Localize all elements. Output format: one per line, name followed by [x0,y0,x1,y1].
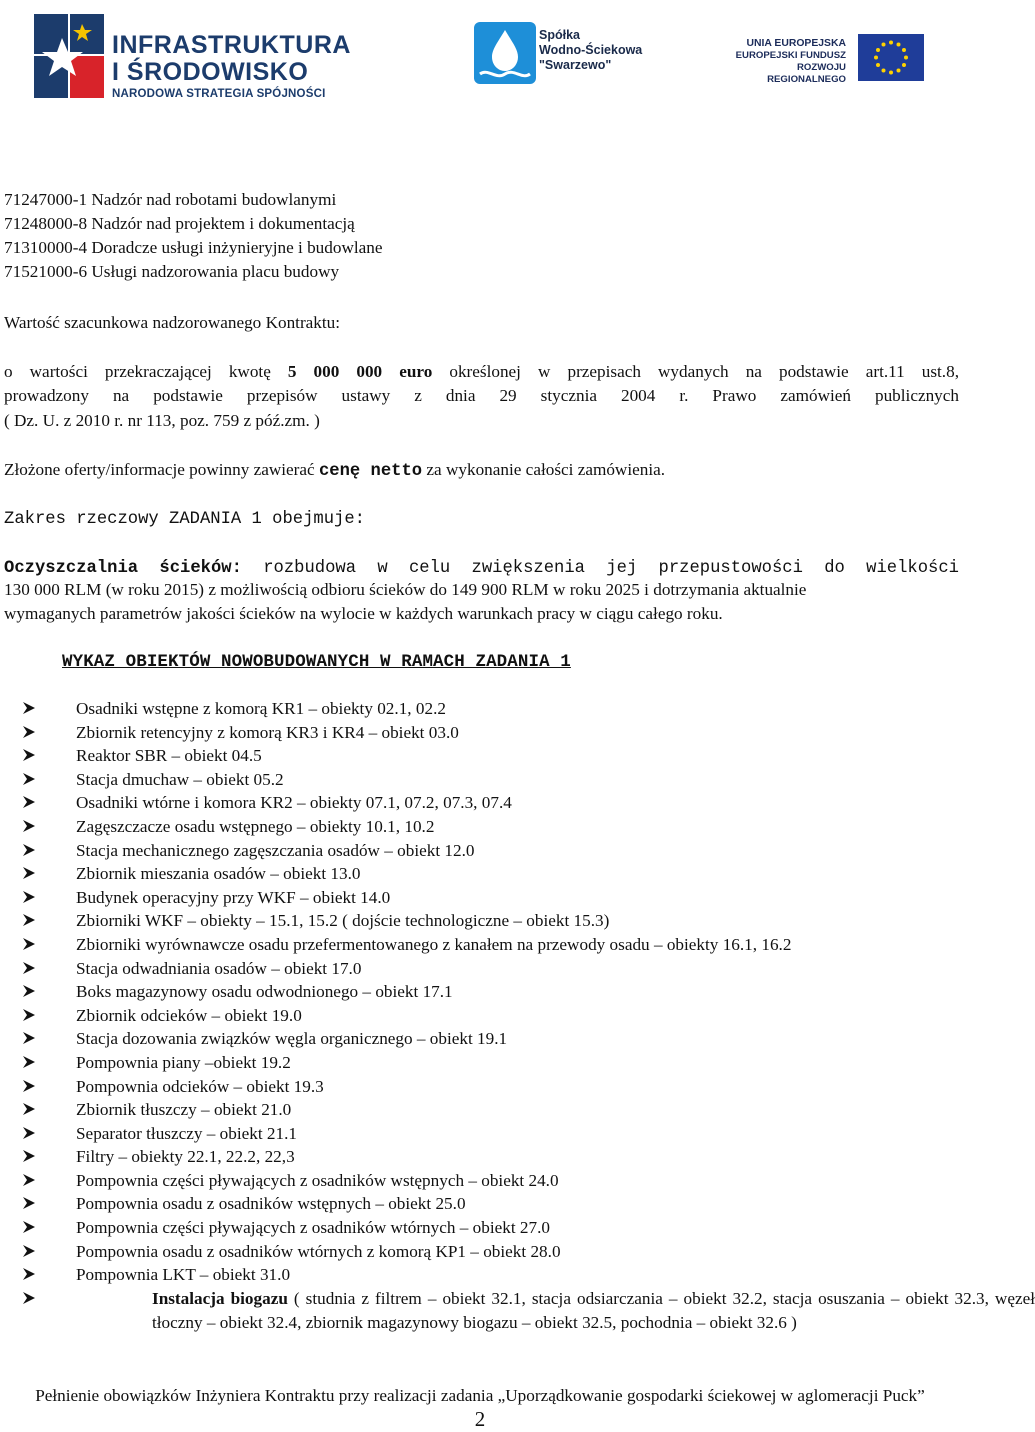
list-item [0,1240,960,1264]
list-item [0,1027,960,1051]
arrow-bullet-icon [22,913,36,927]
eu-star-icon [902,48,906,52]
list-item [0,839,960,863]
arrow-bullet-icon [22,1244,36,1258]
list-item-text: Stacja odwadniania osadów – obiekt 17.0 [76,958,362,978]
list-item [0,1098,960,1122]
arrow-bullet-icon [22,961,36,975]
cpv-code-1: 71247000-1 Nadzór nad robotami budowlanymi [4,190,337,209]
logo-is-line2: I ŚRODOWISKO [112,58,309,86]
list-item-text: Zbiorniki wyrównawcze osadu przefermentowanego z kanałem na przewody osadu – obiekty 16.1, 16.2 [76,934,792,954]
list-item [0,980,960,1004]
value-line-1a: o wartości przekraczającej kwotę [4,362,288,381]
eu-star-icon [876,63,880,67]
list-item [0,957,960,981]
arrow-bullet-icon [22,1291,36,1305]
arrow-bullet-icon [22,1149,36,1163]
eu-star-icon [902,63,906,67]
arrow-bullet-icon [22,937,36,951]
list-item-text [152,1287,1035,1335]
value-line-3: ( Dz. U. z 2010 r. nr 113, poz. 759 z póź.zm. ) [4,411,320,430]
list-item-text: Osadniki wtórne i komora KR2 – obiekty 07.1, 07.2, 07.3, 07.4 [76,793,512,813]
list-item [0,933,960,957]
poland-flag-star-icon [32,10,107,102]
scope-heading: Zakres rzeczowy ZADANIA 1 obejmuje: [4,510,365,529]
logo-is-line3: NARODOWA STRATEGIA SPÓJNOŚCI [112,88,326,100]
list-item-text: Zbiornik mieszania osadów – obiekt 13.0 [76,864,361,884]
arrow-bullet-icon [22,1031,36,1045]
offers-note-a: Złożone oferty/informacje powinny zawierać [4,460,319,479]
biogas-title: Instalacja biogazu [152,1288,288,1308]
list-item-text: Pompownia części pływających z osadników wtórnych – obiekt 27.0 [76,1218,550,1238]
objects-list-heading: WYKAZ OBIEKTÓW NOWOBUDOWANYCH W RAMACH ZADANIA 1 [62,652,571,672]
list-item-text: Budynek operacyjny przy WKF – obiekt 14.0 [76,887,391,907]
list-item-text: Stacja mechanicznego zagęszczania osadów – obiekt 12.0 [76,840,475,860]
list-item-text: Osadniki wstępne z komorą KR1 – obiekty 02.1, 02.2 [76,699,446,718]
arrow-bullet-icon [22,866,36,880]
list-item-text: Pompownia osadu z osadników wstępnych – obiekt 25.0 [76,1194,466,1214]
scope-line-2: 130 000 RLM (w roku 2015) z możliwością odbioru ścieków do 149 900 RLM w roku 2025 i dotrzymania aktualnie [4,580,807,599]
arrow-bullet-icon [22,1220,36,1234]
arrow-bullet-icon [22,1102,36,1116]
list-item [0,815,960,839]
arrow-bullet-icon [22,843,36,857]
arrow-bullet-icon [22,795,36,809]
list-item-text: Stacja dozowania związków węgla organicznego – obiekt 19.1 [76,1029,508,1049]
scope-line-1-text: rozbudowa w celu zwiększenia jej przepustowości do wielkości [241,559,959,578]
offers-note-b: za wykonanie całości zamówienia. [422,460,666,479]
list-item [0,1122,960,1146]
biogas-details: ( studnia z filtrem – obiekt 32.1, stacja odsiarczania – obiekt 32.2, stacja osuszania – obiekt 32.3, węzeł tłoczny – obiekt 32.4, zbiornik magazynowy biogazu – obiekt 32.5, pochodnia – obiekt 32.6 ) [152,1288,1035,1332]
eu-star-icon [904,56,908,60]
list-item-text: Filtry – obiekty 22.1, 22.2, 22,3 [76,1147,295,1167]
scope-subject: Oczyszczalnia ścieków: [4,559,242,578]
list-item-text: Reaktor SBR – obiekt 04.5 [76,746,262,766]
list-item-text: Zbiornik retencyjny z komorą KR3 i KR4 – obiekt 03.0 [76,722,459,742]
arrow-bullet-icon [22,819,36,833]
cpv-code-3: 71310000-4 Doradcze usługi inżynieryjne i budowlane [4,238,383,257]
list-item [0,791,960,815]
arrow-bullet-icon [22,1196,36,1210]
arrow-bullet-icon [22,772,36,786]
eu-star-icon [874,56,878,60]
list-item [0,1192,960,1216]
list-item-text: Separator tłuszczy – obiekt 21.1 [76,1123,297,1143]
eu-star-icon [897,43,901,47]
eu-fund-logo [726,26,926,86]
list-item [0,1145,960,1169]
logo-eu-line1: UNIA EUROPEJSKA [746,38,846,49]
eu-star-icon [897,68,901,72]
water-drop-icon [474,22,536,84]
list-item-text: Zagęszczacze osadu wstępnego – obiekty 10.1, 10.2 [76,816,435,836]
eu-star-icon [876,48,880,52]
list-item [0,909,960,933]
arrow-bullet-icon [22,701,36,715]
list-item [0,721,960,745]
list-item-text: Pompownia części pływających z osadników wstępnych – obiekt 24.0 [76,1170,559,1190]
arrow-bullet-icon [22,1008,36,1022]
list-item-text: Zbiornik odcieków – obiekt 19.0 [76,1005,302,1025]
list-item [0,744,960,768]
objects-list [0,697,1035,1335]
list-item [0,1051,960,1075]
arrow-bullet-icon [22,1055,36,1069]
value-label: Wartość szacunkowa nadzorowanego Kontraktu: [4,313,341,332]
cpv-code-4: 71521000-6 Usługi nadzorowania placu budowy [4,262,340,281]
logo-sw-line1: Spółka [539,28,580,42]
eu-star-icon [889,71,893,75]
arrow-bullet-icon [22,748,36,762]
list-item-biogas [0,1287,1035,1335]
eu-star-icon [882,68,886,72]
logo-is-line1: INFRASTRUKTURA [112,31,351,59]
list-item [0,886,960,910]
list-item-text: Pompownia LKT – obiekt 31.0 [76,1265,291,1285]
page-number: 2 [474,1407,486,1431]
list-item [0,862,960,886]
list-item-text: Stacja dmuchaw – obiekt 05.2 [76,769,284,789]
eu-flag-icon [858,34,924,81]
list-item [0,1169,960,1193]
list-item [0,1075,960,1099]
arrow-bullet-icon [22,725,36,739]
arrow-bullet-icon [22,1267,36,1281]
arrow-bullet-icon [22,1079,36,1093]
eu-star-icon [882,43,886,47]
list-item-text: Zbiornik tłuszczy – obiekt 21.0 [76,1100,292,1120]
arrow-bullet-icon [22,984,36,998]
offers-note [4,458,665,483]
value-amount: 5 000 000 euro [287,362,433,381]
eu-star-icon [889,41,893,45]
arrow-bullet-icon [22,890,36,904]
value-line-1 [4,360,959,384]
list-item-text: Pompownia osadu z osadników wtórnych z komorą KP1 – obiekt 28.0 [76,1241,561,1261]
list-item-text: Pompownia piany –obiekt 19.2 [76,1052,291,1072]
page-footer: Pełnienie obowiązków Inżyniera Kontraktu przy realizacji zadania „Uporządkowanie gospodarki ściekowej w aglomeracji Puck” [35,1386,925,1405]
net-price: cenę netto [318,462,423,481]
list-item [0,1263,960,1287]
logo-eu-line2: EUROPEJSKI FUNDUSZ [735,50,846,61]
logo-eu-line3: ROZWOJU REGIONALNEGO [767,62,846,85]
list-item-text: Zbiorniki WKF – obiekty – 15.1, 15.2 ( dojście technologiczne – obiekt 15.3) [76,911,610,931]
list-item [0,768,960,792]
logo-sw-line3: "Swarzewo" [539,58,612,72]
infrastruktura-srodowisko-logo [32,10,351,102]
cpv-code-2: 71248000-8 Nadzór nad projektem i dokumentacją [4,214,355,233]
list-item [0,697,960,721]
list-item [0,1004,960,1028]
list-item-text: Pompownia odcieków – obiekt 19.3 [76,1076,324,1096]
spolka-wodno-sciekowa-logo [474,22,654,84]
list-item [0,1216,960,1240]
arrow-bullet-icon [22,1173,36,1187]
value-line-1b: określonej w przepisach wydanych na podstawie art.11 ust.8, [432,362,959,381]
logo-sw-line2: Wodno-Ściekowa [539,43,643,57]
list-item-text: Boks magazynowy osadu odwodnionego – obiekt 17.1 [76,982,453,1002]
value-line-2: prowadzony na podstawie przepisów ustawy z dnia 29 stycznia 2004 r. Prawo zamówień publicznych [4,386,959,405]
scope-line-3: wymaganych parametrów jakości ścieków na wylocie w każdych warunkach pracy w ciągu całego roku. [4,604,723,623]
arrow-bullet-icon [22,1126,36,1140]
